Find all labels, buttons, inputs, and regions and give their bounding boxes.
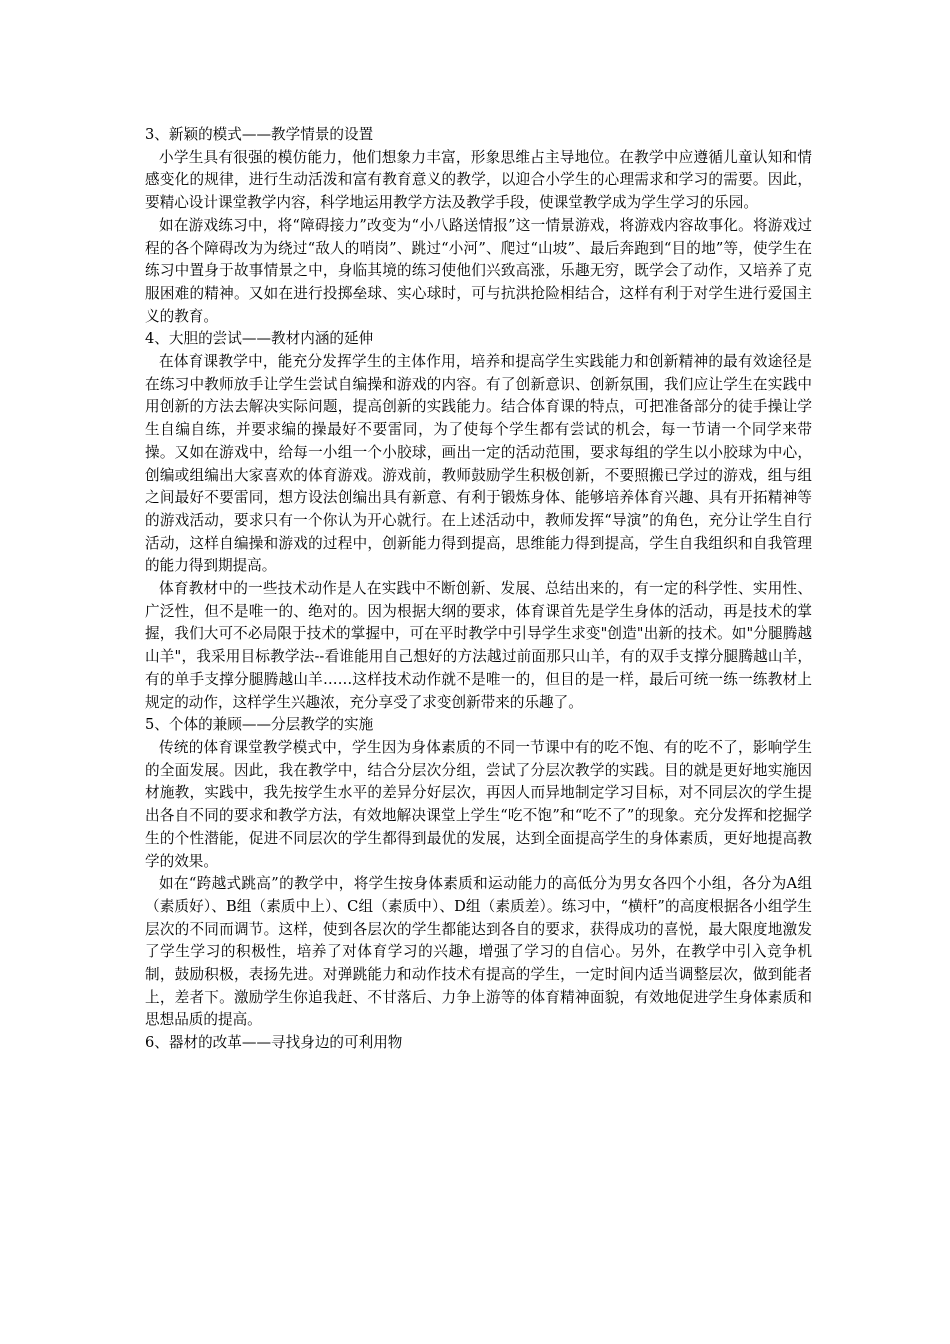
document-body — [145, 124, 812, 1055]
paragraph: 如在“跨越式跳高”的教学中，将学生按身体素质和运动能力的高低分为男女各四个小组，各分为A组（素质好）、B组（素质中上）、C组（素质中）、D组（素质差）。练习中，“横杆”的高度根据各小组学生层次的不同而调节。这样，使到各层次的学生都能达到各自的要求，获得成功的喜悦，最大限度地激发了学生学习的积极性，培养了对体育学习的兴趣，增强了学习的自信心。另外，在教学中引入竞争机制，鼓励积极，表扬先进。对弹跳能力和动作技术有提高的学生，一定时间内适当调整层次，做到能者上，差者下。激励学生你追我赶、不甘落后、力争上游等的体育精神面貌，有效地促进学生身体素质和思想品质的提高。 — [145, 875, 812, 1029]
section-heading-6: 6、器材的改革——寻找身边的可利用物 — [145, 1034, 403, 1052]
paragraph: 体育教材中的一些技术动作是人在实践中不断创新、发展、总结出来的，有一定的科学性、实用性、广泛性，但不是唯一的、绝对的。因为根据大纲的要求，体育课首先是学生身体的活动，再是技术的掌握，我们大可不必局限于技术的掌握中，可在平时教学中引导学生求变"创造"出新的技术。如"分腿腾越山羊"，我采用目标教学法--看谁能用自己想好的方法越过前面那只山羊，有的双手支撑分腿腾越山羊，有的单手支撑分腿腾越山羊……这样技术动作就不是唯一的，但目的是一样，最后可统一练一练教材上规定的动作，这样学生兴趣浓，充分享受了求变创新带来的乐趣了。 — [145, 580, 812, 711]
section-heading-3: 3、新颖的模式——教学情景的设置 — [145, 126, 374, 143]
section-heading-4: 4、大胆的尝试——教材内涵的延伸 — [145, 330, 374, 348]
paragraph: 在体育课教学中，能充分发挥学生的主体作用，培养和提高学生实践能力和创新精神的最有效途径是在练习中教师放手让学生尝试自编操和游戏的内容。有了创新意识、创新氛围，我们应让学生在实践中用创新的方法去解决实际问题，提高创新的实践能力。结合体育课的特点，可把准备部分的徒手操让学生自编自练，并要求编的操最好不要雷同，为了使每个学生都有尝试的机会，每一节请一个同学来带操。又如在游戏中，给每一小组一个小胶球，画出一定的活动范围，要求每组的学生以小胶球为中心，创编或组编出大家喜欢的体育游戏。游戏前，教师鼓励学生积极创新，不要照搬已学过的游戏，组与组之间最好不要雷同，想方设法创编出具有新意、有利于锻炼身体、能够培养体育兴趣、具有开拓精神等的游戏活动，要求只有一个你认为开心就行。在上述活动中，教师发挥“导演”的角色，充分让学生自行活动，这样自编操和游戏的过程中，创新能力得到提高，思维能力得到提高，学生自我组织和自我管理的能力得到期提高。 — [145, 353, 812, 575]
section-heading-5: 5、个体的兼顾——分层教学的实施 — [145, 716, 374, 734]
paragraph: 小学生具有很强的模仿能力，他们想象力丰富，形象思维占主导地位。在教学中应遵循儿童认知和情感变化的规律，进行生动活泼和富有教育意义的教学，以迎合小学生的心理需求和学习的需要。因此，要精心设计课堂教学内容，科学地运用教学方法及教学手段，使课堂教学成为学生学习的乐园。 — [145, 148, 812, 212]
paragraph: 如在游戏练习中，将“障碍接力”改变为“小八路送情报”这一情景游戏，将游戏内容故事化。将游戏过程的各个障碍改为为绕过“敌人的哨岗”、跳过“小河”、爬过“山坡”、最后奔跑到“目的地”等，使学生在练习中置身于故事情景之中，身临其境的练习使他们兴致高涨，乐趣无穷，既学会了动作，又培养了克服困难的精神。又如在进行投掷垒球、实心球时，可与抗洪抢险相结合，这样有利于对学生进行爱国主义的教育。 — [145, 216, 812, 325]
paragraph: 传统的体育课堂教学模式中，学生因为身体素质的不同一节课中有的吃不饱、有的吃不了，影响学生的全面发展。因此，我在教学中，结合分层次分组，尝试了分层次教学的实践。目的就是更好地实施因材施教，实践中，我先按学生水平的差异分好层次，再因人而异地制定学习目标，对不同层次的学生提出各自不同的要求和教学方法，有效地解决课堂上学生“吃不饱”和“吃不了”的现象。充分发挥和挖掘学生的个性潜能，促进不同层次的学生都得到最优的发展，达到全面提高学生的身体素质，更好地提高教学的效果。 — [145, 738, 812, 870]
